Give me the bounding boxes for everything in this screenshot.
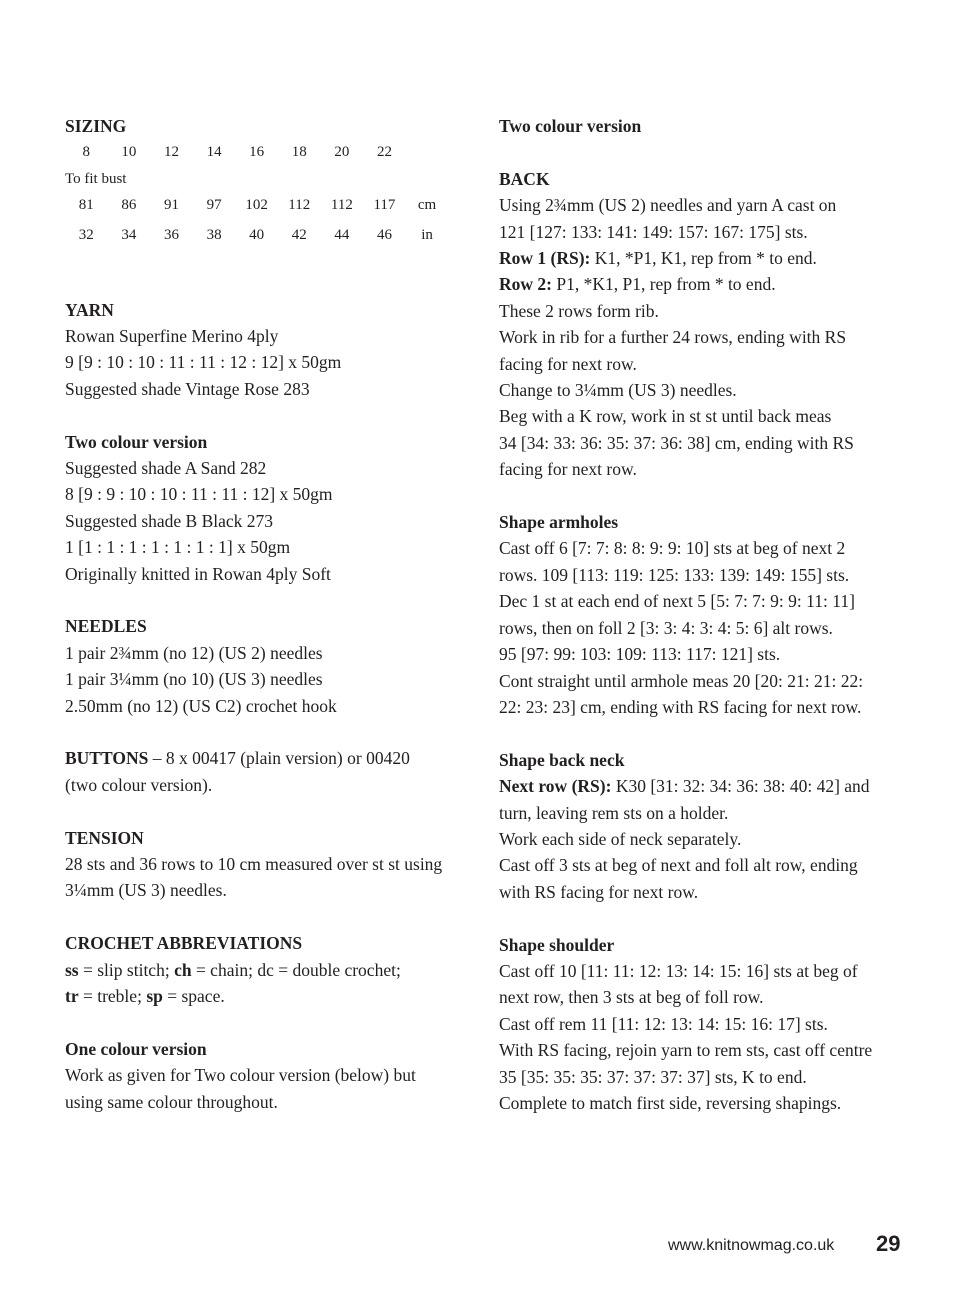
- size-cell: 20: [334, 144, 350, 161]
- back-line: 121 [127: 133: 141: 149: 157: 167: 175] sts.: [499, 221, 808, 242]
- in-cell: 36: [163, 227, 179, 244]
- armholes-line: Cast off 6 [7: 7: 8: 8: 9: 9: 10] sts at beg of next 2: [499, 538, 846, 559]
- size-cell: 12: [163, 144, 179, 161]
- next-row-line: [499, 773, 919, 799]
- in-row: [65, 219, 485, 253]
- yarn-heading: YARN: [65, 299, 114, 320]
- back-line: Beg with a K row, work in st st until back meas: [499, 406, 832, 427]
- size-cell: 16: [249, 144, 265, 161]
- in-cell: 34: [121, 227, 137, 244]
- yarn-line: Suggested shade Vintage Rose 283: [65, 378, 310, 399]
- needles-heading: NEEDLES: [65, 616, 147, 637]
- two-colour-heading: Two colour version: [65, 431, 208, 452]
- size-cell: 8: [82, 144, 91, 161]
- back-neck-line: Work each side of neck separately.: [499, 828, 742, 849]
- fit-bust-label: To fit bust: [65, 170, 127, 187]
- yarn-line: 9 [9 : 10 : 10 : 11 : 11 : 12 : 12] x 50gm: [65, 352, 342, 373]
- cm-cell: 81: [78, 197, 94, 214]
- two-colour-line: Suggested shade B Black 273: [65, 510, 274, 531]
- shoulder-line: Complete to match first side, reversing shapings.: [499, 1092, 842, 1113]
- cm-row: [65, 192, 485, 218]
- shoulder-line: With RS facing, rejoin yarn to rem sts, cast off centre: [499, 1040, 873, 1061]
- back-line: These 2 rows form rib.: [499, 300, 659, 321]
- armholes-line: 22: 23: 23] cm, ending with RS facing for next row.: [499, 696, 862, 717]
- back-heading: BACK: [499, 168, 550, 189]
- back-line: 34 [34: 33: 36: 35: 37: 36: 38] cm, ending with RS: [499, 432, 854, 453]
- tension-heading: TENSION: [65, 827, 144, 848]
- shoulder-line: next row, then 3 sts at beg of foll row.: [499, 987, 764, 1008]
- sizing-heading: SIZING: [65, 116, 127, 136]
- buttons-heading: BUTTONS: [65, 748, 149, 769]
- cm-cell: 112: [288, 197, 311, 214]
- in-cell: 44: [334, 227, 350, 244]
- needles-line: 1 pair 3¼mm (no 10) (US 3) needles: [65, 669, 323, 690]
- back-neck-line: with RS facing for next row.: [499, 881, 699, 902]
- buttons-text: – 8 x 00417 (plain version) or 00420: [148, 748, 410, 769]
- buttons-line: [65, 745, 485, 771]
- size-cell: 18: [291, 144, 307, 161]
- cm-cell: 97: [206, 197, 222, 214]
- abbr-ch: ch: [174, 959, 192, 980]
- in-unit: in: [421, 227, 433, 244]
- sizing-table: [65, 139, 485, 252]
- two-colour-line: Suggested shade A Sand 282: [65, 458, 267, 478]
- needles-line: 2.50mm (no 12) (US C2) crochet hook: [65, 695, 337, 716]
- abbr-sp: sp: [146, 986, 163, 1007]
- crochet-line-2: [65, 983, 485, 1009]
- armholes-line: Cont straight until armhole meas 20 [20: 21: 21: 22:: [499, 670, 864, 691]
- size-cell: 22: [376, 144, 392, 161]
- two-colour-line: 1 [1 : 1 : 1 : 1 : 1 : 1 : 1] x 50gm: [65, 537, 291, 558]
- shoulder-heading: Shape shoulder: [499, 934, 615, 955]
- abbr-tr: tr: [65, 986, 79, 1007]
- back-line: Work in rib for a further 24 rows, ending with RS: [499, 327, 847, 348]
- cm-cell: 117: [373, 197, 396, 214]
- abbr-ss: ss: [65, 959, 79, 980]
- next-row-label: Next row (RS):: [499, 776, 612, 797]
- armholes-heading: Shape armholes: [499, 512, 619, 533]
- two-colour-line: Originally knitted in Rowan 4ply Soft: [65, 563, 331, 584]
- size-cell: 14: [206, 144, 222, 161]
- page-number: 29: [876, 1231, 901, 1256]
- in-cell: 38: [206, 227, 222, 244]
- back-neck-line: Cast off 3 sts at beg of next and foll alt row, ending: [499, 855, 858, 876]
- abbr-ch-text: = chain; dc = double crochet;: [191, 959, 401, 980]
- cm-cell: 86: [121, 197, 137, 214]
- needles-line: 1 pair 2¾mm (no 12) (US 2) needles: [65, 642, 323, 663]
- back-line: Using 2¾mm (US 2) needles and yarn A cast on: [499, 195, 837, 216]
- in-cell: 46: [376, 227, 392, 244]
- crochet-heading: CROCHET ABBREVIATIONS: [65, 933, 303, 954]
- tension-line: 3¼mm (US 3) needles.: [65, 880, 227, 901]
- right-column: [499, 113, 919, 1116]
- cm-cell: 91: [163, 197, 179, 214]
- website-link[interactable]: www.knitnowmag.co.uk: [668, 1237, 835, 1254]
- in-cell: 32: [78, 227, 94, 244]
- sizes-row: [65, 139, 485, 165]
- row1-text: K1, *P1, K1, rep from * to end.: [590, 248, 817, 269]
- one-colour-line: using same colour throughout.: [65, 1091, 278, 1112]
- tension-line: 28 sts and 36 rows to 10 cm measured over st st using: [65, 854, 443, 875]
- back-line: facing for next row.: [499, 353, 637, 374]
- back-line: Change to 3¼mm (US 3) needles.: [499, 380, 737, 401]
- row2-label: Row 2:: [499, 274, 552, 295]
- one-colour-line: Work as given for Two colour version (below) but: [65, 1065, 416, 1086]
- in-cell: 40: [249, 227, 265, 244]
- shoulder-line: Cast off rem 11 [11: 12: 13: 14: 15: 16: 17] sts.: [499, 1013, 828, 1034]
- abbr-sp-text: = space.: [162, 986, 225, 1007]
- two-colour-line: 8 [9 : 9 : 10 : 10 : 11 : 11 : 12] x 50gm: [65, 484, 333, 505]
- shoulder-line: Cast off 10 [11: 11: 12: 13: 14: 15: 16] sts at beg of: [499, 960, 858, 981]
- armholes-line: rows. 109 [113: 119: 125: 133: 139: 149: 155] sts.: [499, 564, 850, 585]
- cm-unit: cm: [417, 197, 437, 214]
- back-neck-heading: Shape back neck: [499, 749, 625, 770]
- yarn-line: Rowan Superfine Merino 4ply: [65, 325, 279, 346]
- buttons-line-2: (two colour version).: [65, 774, 213, 795]
- next-row-text: K30 [31: 32: 34: 36: 38: 40: 42] and: [611, 776, 870, 797]
- armholes-line: Dec 1 st at each end of next 5 [5: 7: 7: 9: 9: 11: 11]: [499, 591, 855, 612]
- abbr-tr-text: = treble;: [78, 986, 147, 1007]
- back-line: facing for next row.: [499, 459, 637, 480]
- left-column: [65, 113, 485, 1115]
- cm-cell: 112: [330, 197, 353, 214]
- two-colour-title: Two colour version: [499, 116, 642, 136]
- shoulder-line: 35 [35: 35: 35: 37: 37: 37: 37] sts, K to end.: [499, 1066, 807, 1087]
- in-cell: 42: [291, 227, 307, 244]
- row1-line: [499, 245, 919, 271]
- crochet-line-1: [65, 957, 485, 983]
- abbr-ss-text: = slip stitch;: [78, 959, 175, 980]
- row2-text: P1, *K1, P1, rep from * to end.: [551, 274, 776, 295]
- row2-line: [499, 271, 919, 297]
- one-colour-heading: One colour version: [65, 1038, 207, 1059]
- cm-cell: 102: [245, 197, 268, 214]
- armholes-line: rows, then on foll 2 [3: 3: 4: 3: 4: 5: 6] alt rows.: [499, 617, 833, 638]
- armholes-line: 95 [97: 99: 103: 109: 113: 117: 121] sts.: [499, 644, 781, 665]
- size-cell: 10: [121, 144, 137, 161]
- back-neck-line: turn, leaving rem sts on a holder.: [499, 802, 729, 823]
- row1-label: Row 1 (RS):: [499, 248, 591, 269]
